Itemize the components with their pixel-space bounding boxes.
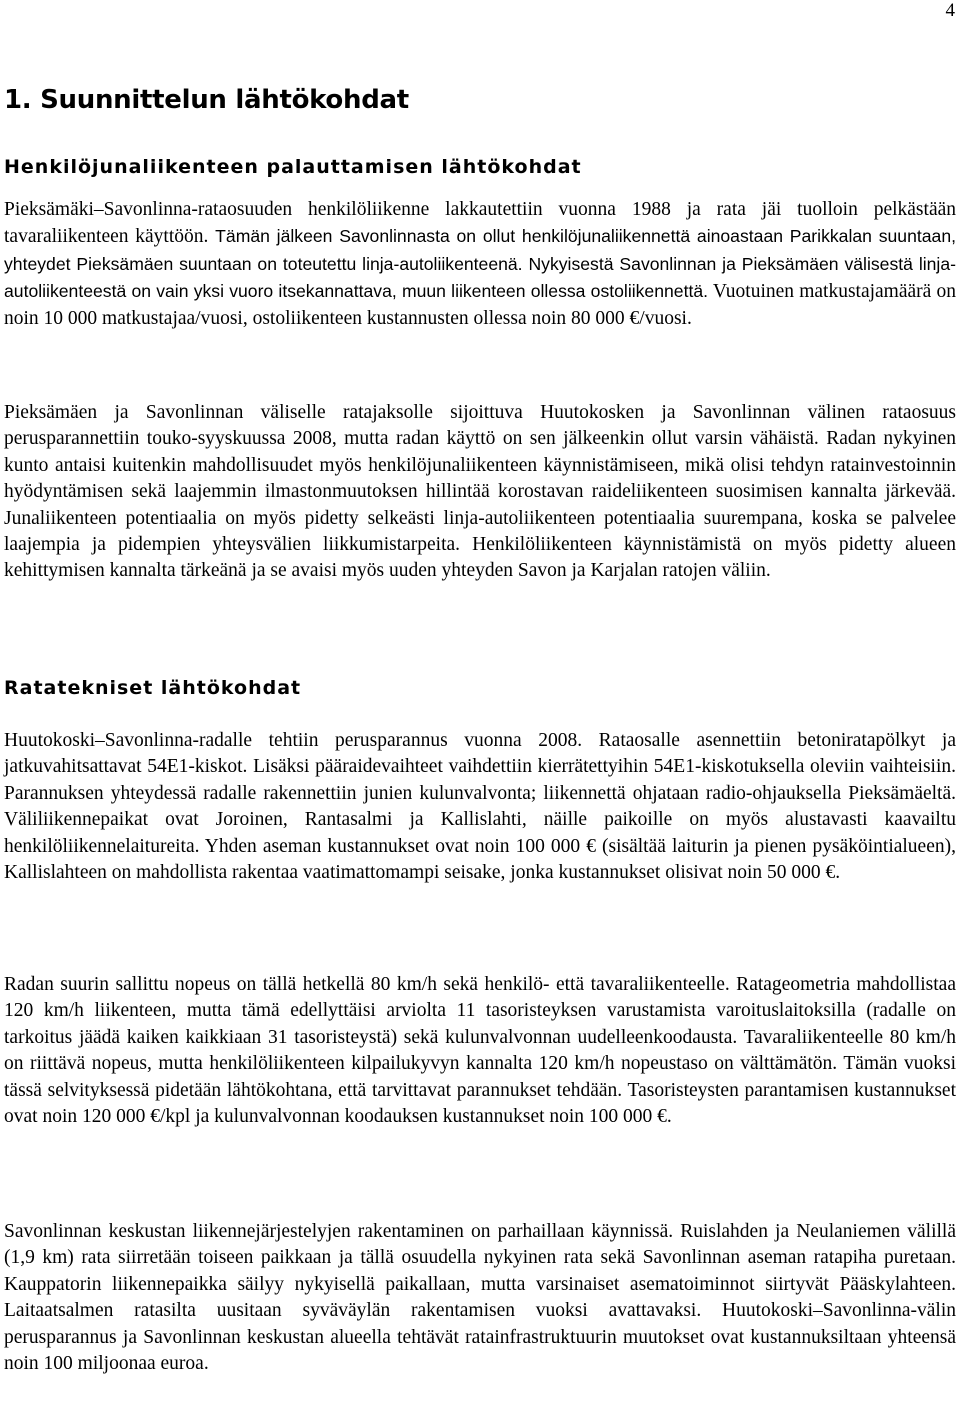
paragraph-passenger-potential: Pieksämäen ja Savonlinnan väliselle ratajaksolle sijoittuva Huutokosken ja Savonlinnan välinen rataosuus perusparannettiin touko-syyskuussa 2008, mutta radan käyttö on sen jälkeenkin ollut varsin vähäistä. Radan nykyinen kunto antaisi kuitenkin mahdollisuudet myös henkilöjunaliikenteen käynnistämiseen, mikä olisi tehdyn ratainvestoinnin hyödyntämisen sekä laajemmin ilmastonmuutoksen hillintää korostavan raideliikenteen suosimisen kannalta järkevää. Junaliikenteen potentiaalia on myös pidetty selkeästi linja-autoliikenteen potentiaalia suurempana, koska se palvelee laajempia ja pidempien yhteysvälien liikkumistarpeita. Henkilöliikenteen käynnistämistä on myös pidetty alueen kehittymisen kannalta tärkeänä ja se avaisi myös uuden yhteyden Savon ja Karjalan ratojen väliin. [4, 402, 956, 582]
paragraph-speed-limits: Radan suurin sallittu nopeus on tällä hetkellä 80 km/h sekä henkilö- että tavaraliikenteelle. Ratageometria mahdollistaa 120 km/h liikenteen, mutta tämä edellyttäisi arviolta 11 tasoristeyksen varustamista varoituslaitoksilla (radalle on tarkoitus jäädä kaiken kaikkiaan 31 tasoristeystä) sekä kulunvalvonnan uudelleenkoodausta. Tavaraliikenteelle 80 km/h on riittävä nopeus, mutta henkilöliikenteen kilpailukyvyn kannalta 120 km/h nopeustaso on välttämätön. Tämän vuoksi tässä selvityksessä pidetään lähtökohtana, että tarvittavat parannukset tehdään. Tasoristeysten parantamisen kustannukset ovat noin 120 000 €/kpl ja kulunvalvonnan koodauksen kustannukset noin 100 000 €. [4, 974, 956, 1128]
subsection-heading-passenger-traffic: Henkilöjunaliikenteen palauttamisen lähtökohdat [4, 156, 582, 178]
section-title: 1. Suunnittelun lähtökohdat [4, 85, 409, 115]
paragraph-passenger-background [4, 197, 956, 332]
subsection-heading-technical: Ratatekniset lähtökohdat [4, 677, 302, 699]
paragraph-middle-text: Tämän jälkeen Savonlinnasta on ollut henkilöjunaliikennettä ainoastaan Parikkalan suuntaan, yhteydet Pieksämäen suuntaan on toteutettu linja-autoliikenteenä. Nykyisestä Savonlinnan ja Pieksämäen välisestä linja-autoliikenteestä on vain yksi vuoro itsekannattava, muun liikenteen ollessa ostoliikennettä. [4, 226, 956, 302]
paragraph-outro-text: Vuotuinen matkustajamäärä on noin 10 000 matkustajaa/vuosi, ostoliikenteen kustannusten ollessa noin 80 000 €/vuosi. [4, 281, 956, 329]
paragraph-savonlinna-center: Savonlinnan keskustan liikennejärjestelyjen rakentaminen on parhaillaan käynnissä. Ruislahden ja Neulaniemen välillä (1,9 km) rata siirretään toiseen paikkaan ja tällä osuudella nykyinen rata sekä Savonlinnan aseman ratapiha puretaan. Kauppatorin liikennepaikka säilyy nykyisellä paikallaan, mutta varsinaiset asematoiminnot siirtyvät Pääskylahteen. Laitaatsalmen ratasilta uusitaan syväväylän rakentamisen vuoksi avattavaksi. Huutokoski–Savonlinna-välin perusparannus ja Savonlinnan keskustan alueella tehtävät ratainfrastruktuurin muutokset ovat kustannuksiltaan yhteensä noin 100 miljoonaa euroa. [4, 1221, 956, 1375]
paragraph-track-renovation: Huutokoski–Savonlinna-radalle tehtiin perusparannus vuonna 2008. Rataosalle asennettiin betoniratapölkyt ja jatkuvahitsattavat 54E1-kiskot. Lisäksi pääraidevaihteet vaihdettiin kierrätettyihin 54E1-kiskotuksella oleviin vaihteisiin. Parannuksen yhteydessä radalle rakennettiin junien kulunvalvonta; liikennettä ohjataan radio-ohjauksella Pieksämäeltä. Väliliikennepaikat ovat Joroinen, Rantasalmi ja Kallislahti, näille paikoille on myös alustavasti kaavailtu henkilöliikennelaitureita. Yhden aseman kustannukset ovat noin 100 000 € (sisältää laiturin ja pienen pysäköintialueen), Kallislahteen on mahdollista rakentaa vaatimattomampi seisake, jonka kustannukset olisivat noin 50 000 €. [4, 730, 956, 884]
paragraph-intro-text: Pieksämäki–Savonlinna-rataosuuden henkilöliikenne lakkautettiin vuonna 1988 ja rata jäi tuolloin pelkästään tavaraliikenteen käyttöön. [4, 199, 956, 248]
page-number: 4 [945, 0, 955, 21]
